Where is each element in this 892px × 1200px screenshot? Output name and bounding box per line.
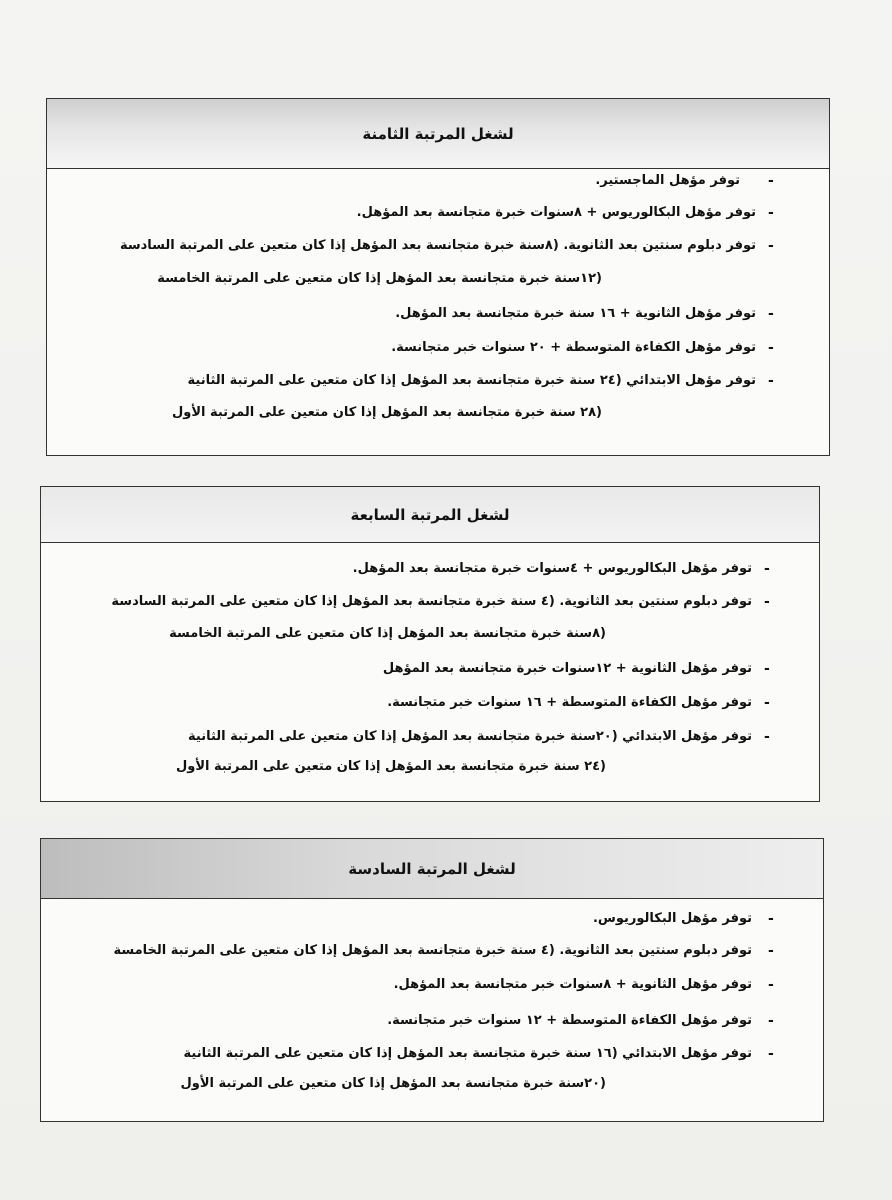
bullet: -	[768, 1046, 774, 1062]
requirement-line: (٢٨ سنة خبرة متجانسة بعد المؤهل إذا كان متعين على المرتبة الأول	[171, 405, 602, 420]
requirement-line: توفر مؤهل الثانوية + ٨سنوات خبر متجانسة بعد المؤهل.	[393, 977, 752, 992]
bullet: -	[768, 205, 774, 221]
section-title-text: لشغل المرتبة السابعة	[350, 505, 510, 524]
section-title	[41, 487, 819, 543]
requirement-line: توفر مؤهل الثانوية + ١٦ سنة خبرة متجانسة بعد المؤهل.	[395, 306, 756, 321]
bullet: -	[764, 695, 770, 711]
bullet: -	[768, 1013, 774, 1029]
bullet: -	[764, 594, 770, 610]
bullet: -	[764, 661, 770, 677]
section-title	[41, 839, 823, 899]
requirement-line: توفر مؤهل البكالوريوس + ٨سنوات خبرة متجانسة بعد المؤهل.	[356, 205, 756, 220]
requirement-line: توفر مؤهل البكالوريوس.	[592, 911, 752, 926]
section-title-text: لشغل المرتبة الثامنة	[362, 124, 514, 143]
bullet: -	[768, 306, 774, 322]
requirement-line: (٢٤ سنة خبرة متجانسة بعد المؤهل إذا كان متعين على المرتبة الأول	[175, 759, 606, 774]
requirement-line: توفر مؤهل الكفاءة المتوسطة + ١٢ سنوات خبر متجانسة.	[387, 1013, 752, 1028]
requirement-line: توفر مؤهل الماجستير.	[595, 173, 740, 188]
requirement-line: توفر دبلوم سنتين بعد الثانوية. (٨سنة خبرة متجانسة بعد المؤهل إذا كان متعين على المرتبة السادسة	[119, 238, 756, 253]
bullet: -	[768, 373, 774, 389]
requirement-line: (٢٠سنة خبرة متجانسة بعد المؤهل إذا كان متعين على المرتبة الأول	[180, 1076, 606, 1091]
bullet: -	[768, 173, 774, 189]
requirement-line: توفر مؤهل الابتدائي (٢٠سنة خبرة متجانسة بعد المؤهل إذا كان متعين على المرتبة الثانية	[188, 729, 752, 744]
requirement-line: (٨سنة خبرة متجانسة بعد المؤهل إذا كان متعين على المرتبة الخامسة	[169, 626, 606, 641]
requirement-line: (١٢سنة خبرة متجانسة بعد المؤهل إذا كان متعين على المرتبة الخامسة	[157, 271, 602, 286]
bullet: -	[768, 911, 774, 927]
section-title-text: لشغل المرتبة السادسة	[348, 859, 516, 878]
requirement-line: توفر مؤهل البكالوريوس + ٤سنوات خبرة متجانسة بعد المؤهل.	[352, 561, 752, 576]
bullet: -	[764, 729, 770, 745]
bullet: -	[768, 238, 774, 254]
bullet: -	[768, 977, 774, 993]
bullet: -	[764, 561, 770, 577]
section-grade-7	[40, 486, 820, 802]
requirement-line: توفر دبلوم سنتين بعد الثانوية. (٤ سنة خبرة متجانسة بعد المؤهل إذا كان متعين على المرتبة السادسة	[111, 594, 752, 609]
bullet: -	[768, 943, 774, 959]
section-title	[47, 99, 829, 169]
requirement-line: توفر مؤهل الابتدائي (١٦ سنة خبرة متجانسة بعد المؤهل إذا كان متعين على المرتبة الثانية	[183, 1046, 752, 1061]
bullet: -	[768, 340, 774, 356]
requirement-line: توفر مؤهل الكفاءة المتوسطة + ٢٠ سنوات خبر متجانسة.	[391, 340, 756, 355]
requirement-line: توفر دبلوم سنتين بعد الثانوية. (٤ سنة خبرة متجانسة بعد المؤهل إذا كان متعين على المرتبة الخامسة	[113, 943, 752, 958]
requirement-line: توفر مؤهل الابتدائي (٢٤ سنة خبرة متجانسة بعد المؤهل إذا كان متعين على المرتبة الثانية	[187, 373, 756, 388]
requirement-line: توفر مؤهل الكفاءة المتوسطة + ١٦ سنوات خبر متجانسة.	[387, 695, 752, 710]
requirement-line: توفر مؤهل الثانوية + ١٢سنوات خبرة متجانسة بعد المؤهل	[382, 661, 752, 676]
